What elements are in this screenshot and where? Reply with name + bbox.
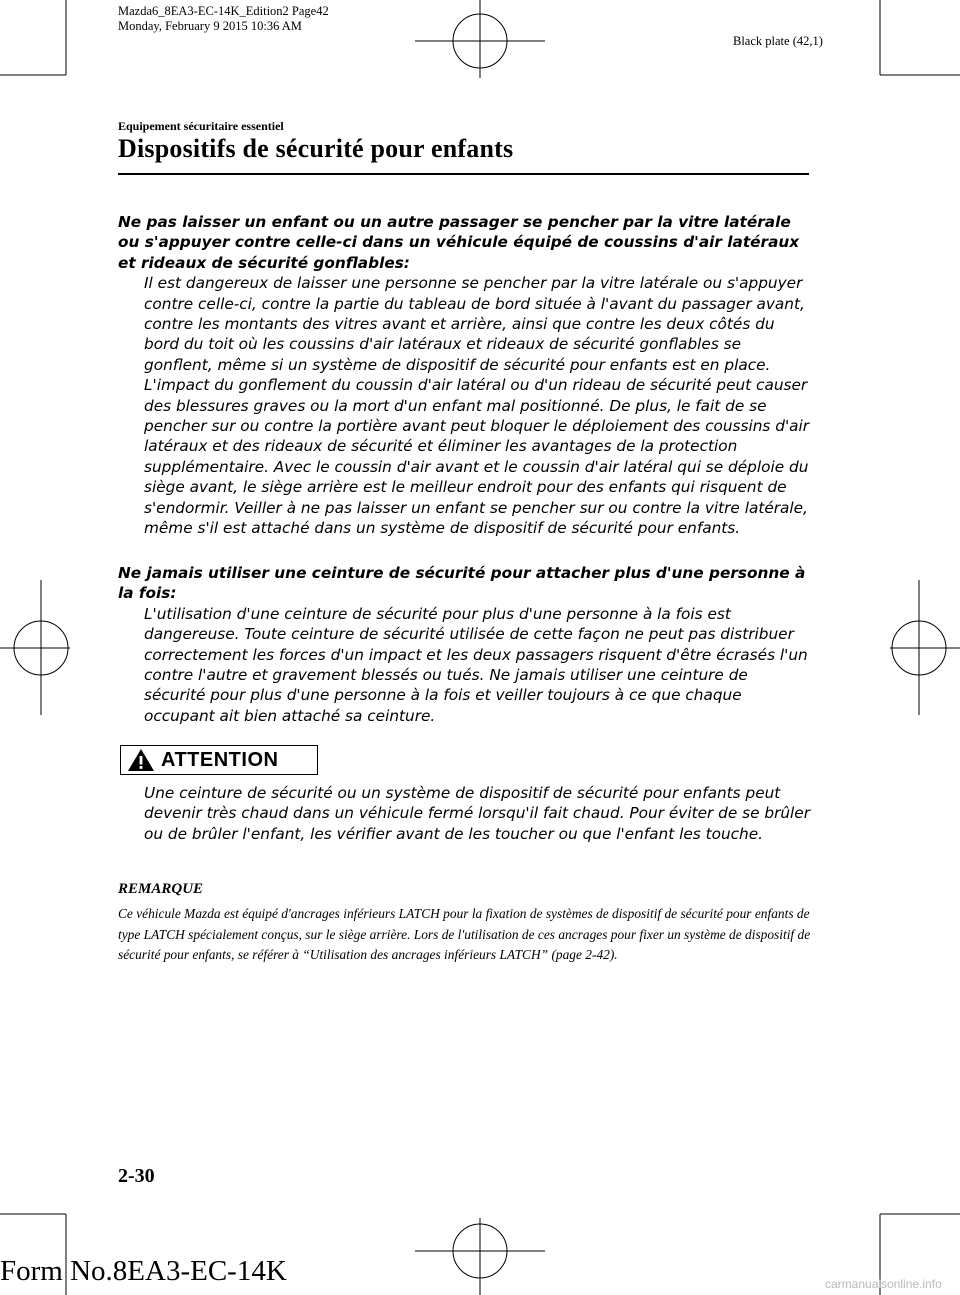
form-number: Form No.8EA3-EC-14K	[0, 1255, 287, 1287]
attention-label: ATTENTION	[161, 748, 279, 771]
page-number: 2-30	[118, 1165, 155, 1187]
attention-box	[120, 745, 318, 775]
warning-heading: Ne jamais utiliser une ceinture de sécurité pour attacher plus d'une personne à la fois:	[118, 564, 806, 603]
print-meta-file: Mazda6_8EA3-EC-14K_Edition2 Page42	[118, 4, 329, 18]
warning-body: Il est dangereux de laisser une personne se pencher par la vitre latérale ou s'appuyer contre celle-ci, contre la partie du tableau de bord située à l'avant du passager avant, contre les montants des vitres avant et arrière, ainsi que contre les deux côtés du bord du toit où les coussins d'air latéraux et rideaux de sécurité gonflables se gonflent, même si un système de dispositif de sécurité pour enfants est en place. L'impact du gonflement du coussin d'air latéral ou d'un rideau de sécurité peut causer des blessures graves ou la mort d'un enfant mal positionné. De plus, le fait de se pencher sur ou contre la portière avant peut bloquer le déploiement des coussins d'air latéraux et des rideaux de sécurité et éliminer les avantages de la protection supplémentaire. Avec le coussin d'air avant et le coussin d'air latéral qui se déploie du siège avant, le siège arrière est le meilleur endroit pour des enfants qui risquent de s'endormir. Veiller à ne pas laisser un enfant se pencher sur ou contre la vitre latérale, même s'il est attaché dans un système de dispositif de sécurité pour enfants.	[144, 274, 810, 538]
watermark: carmanualsonline.info	[825, 1277, 942, 1291]
warning-block-2	[118, 563, 813, 726]
print-meta-date: Monday, February 9 2015 10:36 AM	[118, 19, 302, 33]
plate-label: Black plate (42,1)	[733, 34, 823, 48]
warning-heading: Ne pas laisser un enfant ou un autre passager se pencher par la vitre latérale ou s'appuyer contre celle-ci dans un véhicule équipé de coussins d'air latéraux et rideaux de sécurité gonflables:	[118, 213, 800, 272]
warning-body: L'utilisation d'une ceinture de sécurité pour plus d'une personne à la fois est dangereuse. Toute ceinture de sécurité utilisée de cette façon ne peut pas distribuer correctement les forces d'un impact et les deux passagers risquent d'être écrasés l'un contre l'autre et gravement blessés ou tués. Ne jamais utiliser une ceinture de sécurité pour plus d'une personne à la fois et veiller toujours à ce que chaque occupant ait bien attaché sa ceinture.	[144, 604, 808, 725]
print-meta	[118, 4, 329, 34]
warning-triangle-icon	[127, 748, 155, 772]
warning-block-1	[118, 212, 813, 539]
note-body: Ce véhicule Mazda est équipé d'ancrages inférieurs LATCH pour la fixation de systèmes de dispositif de sécurité pour enfants de type LATCH spécialement conçus, sur le siège arrière. Lors de l'utilisation de ces ancrages pour fixer un système de dispositif de sécurité pour enfants, se référer à “Utilisation des ancrages inférieurs LATCH” (page 2-42).	[118, 906, 811, 962]
title-rule	[118, 173, 809, 175]
registration-target-top	[415, 0, 545, 78]
attention-body: Une ceinture de sécurité ou un système de dispositif de sécurité pour enfants peut devenir très chaud dans un véhicule fermé lorsqu'il fait chaud. Pour éviter de se brûler ou de brûler l'enfant, les vérifier avant de les toucher ou que l'enfant les touche.	[144, 784, 811, 843]
note-title: REMARQUE	[118, 881, 204, 897]
registration-target-right	[890, 580, 960, 715]
registration-target-left	[0, 580, 70, 715]
page-title: Dispositifs de sécurité pour enfants	[118, 134, 514, 163]
registration-target-bottom	[415, 1218, 545, 1295]
section-label: Equipement sécuritaire essentiel	[118, 119, 284, 133]
